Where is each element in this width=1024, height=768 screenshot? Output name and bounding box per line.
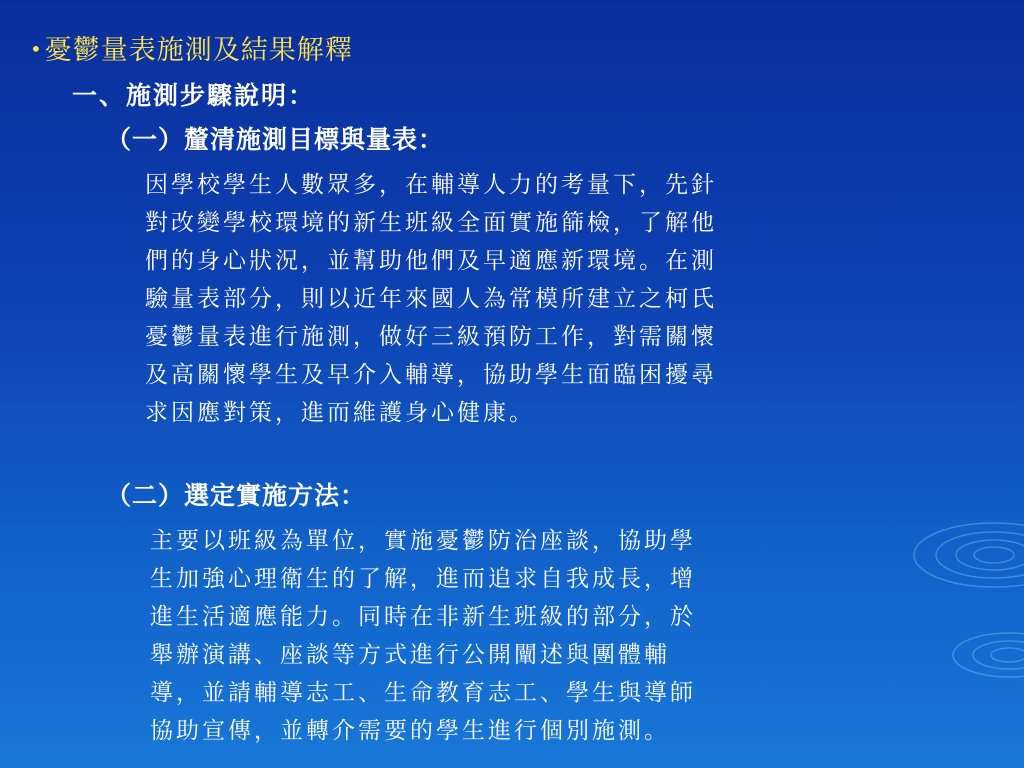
paragraph-line: 協助宣傳，並轉介需要的學生進行個別施測。 — [150, 718, 670, 744]
paragraph-line: 們的身心狀況，並幫助他們及早適應新環境。在測 — [145, 248, 717, 274]
paragraph-line: 憂鬱量表進行施測，做好三級預防工作，對需關懷 — [145, 324, 717, 350]
heading-text: 憂鬱量表施測及結果解釋 — [44, 35, 353, 66]
section-2-title: （二）選定實施方法： — [106, 481, 367, 510]
paragraph-line: 因學校學生人數眾多，在輔導人力的考量下，先針 — [145, 172, 717, 198]
paragraph-line: 求因應對策，進而維護身心健康。 — [145, 400, 535, 426]
section-2-paragraph — [150, 522, 696, 750]
paragraph-line: 驗量表部分，則以近年來國人為常模所建立之柯氏 — [145, 286, 717, 312]
water-ripple-decoration — [884, 470, 1024, 700]
paragraph-line: 舉辦演講、座談等方式進行公開闡述與團體輔 — [150, 642, 670, 668]
paragraph-line: 導，並請輔導志工、生命教育志工、學生與導師 — [150, 680, 696, 706]
paragraph-line: 及高關懷學生及早介入輔導，協助學生面臨困擾尋 — [145, 362, 717, 388]
slide-heading — [30, 28, 353, 67]
section-1-title: （一）釐清施測目標與量表： — [106, 125, 445, 154]
bullet-icon: • — [30, 37, 43, 61]
paragraph-line: 主要以班級為單位，實施憂鬱防治座談，協助學 — [150, 528, 696, 554]
paragraph-line: 生加強心理衛生的了解，進而追求自我成長，增 — [150, 566, 696, 592]
paragraph-line: 對改變學校環境的新生班級全面實施篩檢，了解他 — [145, 210, 717, 236]
section-1-paragraph — [145, 166, 717, 432]
step-title: 一、施測步驟說明： — [72, 81, 316, 110]
paragraph-line: 進生活適應能力。同時在非新生班級的部分，於 — [150, 604, 696, 630]
